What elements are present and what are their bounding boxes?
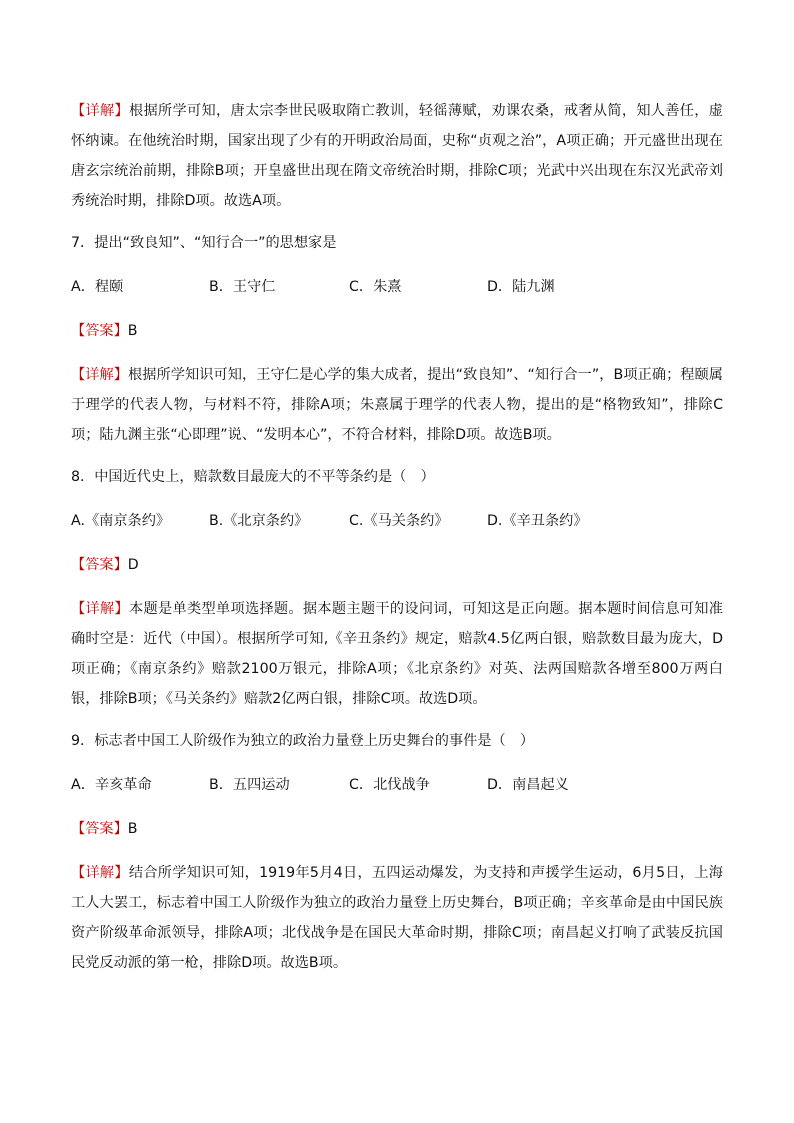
detail-text: 根据所学知识可知，王守仁是心学的集大成者，提出“致良知”、“知行合一”，B项正确；程颐属于理学的代表人物，与材料不符，排除A项；朱熹属于理学的代表人物，提出的是“格物致知”，排除C项；陆九渊主张“心即理”说、“发明本心”，不符合材料，排除D项。故选B项。 [71, 367, 723, 443]
q9-stem: 9．标志者中国工人阶级作为独立的政治力量登上历史舞台的事件是（ ） [71, 733, 535, 749]
detail-tag: 【详解】 [71, 865, 129, 881]
detail-tag: 【详解】 [71, 367, 128, 383]
q8-stem: 8．中国近代史上，赔款数目最庞大的不平等条约是（ ） [71, 469, 435, 485]
detail-text: 本题是单类型单项选择题。据本题主题干的设问词，可知这是正向题。据本题时间信息可知准确时空是：近代（中国）。根据所学可知,《辛丑条约》规定，赔款4.5亿两白银，赔款数目最为庞大，D项正确；《南京条约》赔款2100万银元，排除A项；《北京条约》对英、法两国赔款各增至800万两白银，排除B项；《马关条约》赔款2亿两白银，排除C项。故选D项。 [71, 601, 723, 707]
answer-tag: 【答案】 [71, 557, 128, 573]
q8-option-c: C.《马关条约》 [349, 513, 449, 529]
answer-tag: 【答案】 [71, 323, 128, 339]
q8-answer [71, 550, 723, 580]
q9-option-c: C．北伐战争 [349, 777, 430, 793]
q8-option-a: A.《南京条约》 [71, 513, 171, 529]
q9-detail [71, 858, 723, 978]
q8-options [71, 506, 723, 536]
detail-tag: 【详解】 [71, 601, 129, 617]
q9-option-a: A．辛亥革命 [71, 777, 152, 793]
detail-tag: 【详解】 [71, 103, 129, 119]
q9-options [71, 770, 723, 800]
q9-option-b: B．五四运动 [209, 777, 290, 793]
q7-option-a: A．程颐 [71, 279, 124, 295]
q7-answer [71, 316, 723, 346]
q9-option-d: D．南昌起义 [487, 777, 569, 793]
q6-detail [71, 96, 723, 216]
answer-value: B [127, 323, 138, 339]
q7-stem: 7．提出“致良知”、“知行合一”的思想家是 [71, 235, 337, 251]
answer-value: D [127, 557, 139, 573]
answer-value: B [127, 821, 138, 837]
q8-detail [71, 594, 723, 714]
q9-answer [71, 814, 723, 844]
q7-option-b: B．王守仁 [209, 279, 276, 295]
q7-option-d: D．陆九渊 [487, 279, 555, 295]
q8-option-b: B.《北京条约》 [209, 513, 309, 529]
content-area [71, 96, 723, 978]
answer-tag: 【答案】 [71, 821, 128, 837]
detail-text: 结合所学知识可知，1919年5月4日，五四运动爆发，为支持和声援学生运动，6月5日，上海工人大罢工，标志着中国工人阶级作为独立的政治力量登上历史舞台，B项正确；辛亥革命是由中国民族资产阶级革命派领导，排除A项；北伐战争是在国民大革命时期，排除C项；南昌起义打响了武装反抗国民党反动派的第一枪，排除D项。故选B项。 [71, 865, 723, 971]
q8-option-d: D.《辛丑条约》 [487, 513, 588, 529]
q7-detail [71, 360, 723, 450]
q7-option-c: C．朱熹 [349, 279, 402, 295]
q7-options [71, 272, 723, 302]
detail-text: 根据所学可知，唐太宗李世民吸取隋亡教训，轻徭薄赋，劝课农桑，戒奢从简，知人善任，虚怀纳谏。在他统治时期，国家出现了少有的开明政治局面，史称“贞观之治”，A项正确；开元盛世出现在唐玄宗统治前期，排除B项；开皇盛世出现在隋文帝统治时期，排除C项；光武中兴出现在东汉光武帝刘秀统治时期，排除D项。故选A项。 [71, 103, 723, 209]
